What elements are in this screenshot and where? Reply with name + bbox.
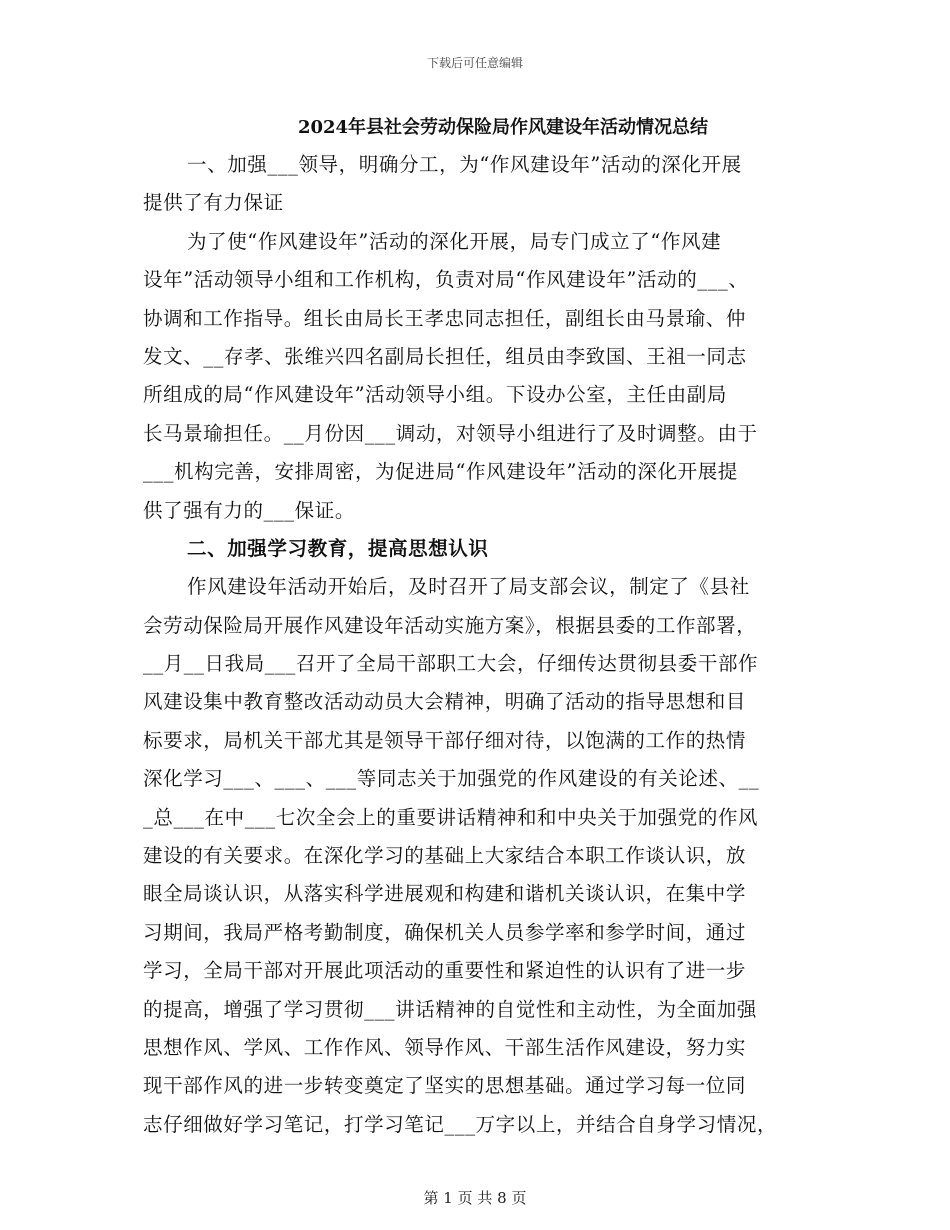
document-paragraphs	[143, 146, 823, 1144]
text-line: 所组成的局“作风建设年”活动领导小组。下设办公室，主任由副局	[143, 383, 727, 407]
text-line: 现干部作风的进一步转变奠定了坚实的思想基础。通过学习每一位同	[143, 1074, 747, 1098]
document-title: 2024年县社会劳动保险局作风建设年活动情况总结	[297, 117, 709, 138]
text-line: 提供了有力保证	[143, 191, 284, 215]
text-line: 长马景瑜担任。__月份因___调动，对领导小组进行了及时调整。由于	[143, 421, 758, 445]
text-line: 建设的有关要求。在深化学习的基础上大家结合本职工作谈认识，放	[143, 844, 747, 868]
text-line: 风建设集中教育整改活动动员大会精神，明确了活动的指导思想和目	[143, 690, 747, 714]
text-line: 志仔细做好学习笔记，打学习笔记___万字以上，并结合自身学习情况，	[143, 1112, 778, 1136]
text-line: 为了使“作风建设年”活动的深化开展，局专门成立了“作风建	[187, 229, 722, 253]
text-line: 设年”活动领导小组和工作机构，负责对局“作风建设年”活动的___、	[143, 268, 749, 292]
page-number: 第 1 页 共 8 页	[423, 1189, 527, 1207]
text-line: 协调和工作指导。组长由局长王孝忠同志担任，副组长由马景瑜、仲	[143, 306, 747, 330]
text-line: 一、加强___领导，明确分工，为“作风建设年”活动的深化开展	[187, 153, 742, 176]
text-line: 习期间，我局严格考勤制度，确保机关人员参学率和参学时间，通过	[143, 920, 747, 944]
text-line: 发文、__存孝、张维兴四名副局长担任，组员由李致国、王祖一同志	[143, 344, 747, 368]
document-body	[143, 110, 823, 1144]
page-header-note: 下载后可任意编辑	[426, 56, 523, 70]
text-line: ___机构完善，安排周密，为促进局“作风建设年”活动的深化开展提	[143, 460, 738, 484]
text-line: 标要求，局机关干部尤其是领导干部仔细对待，以饱满的工作的热情	[143, 728, 747, 752]
text-line: 的提高，增强了学习贯彻___讲话精神的自觉性和主动性，为全面加强	[143, 997, 757, 1021]
text-line: 会劳动保险局开展作风建设年活动实施方案》，根据县委的工作部署，	[143, 613, 757, 637]
text-line: _总___在中___七次全会上的重要讲话精神和和中央关于加强党的作风	[143, 805, 759, 829]
text-line: 深化学习___、___、___等同志关于加强党的作风建设的有关论述、__	[143, 767, 760, 791]
text-line: __月__日我局___召开了全局干部职工大会，仔细传达贯彻县委干部作	[143, 652, 759, 676]
section-heading: 二、加强学习教育，提高思想认识	[187, 536, 489, 560]
text-line: 作风建设年活动开始后，及时召开了局支部会议，制定了《县社	[187, 575, 750, 599]
text-line: 思想作风、学风、工作作风、领导作风、干部生活作风建设，努力实	[143, 1035, 747, 1059]
text-line: 眼全局谈认识，从落实科学进展观和构建和谐机关谈认识，在集中学	[143, 882, 747, 906]
text-line: 学习，全局干部对开展此项活动的重要性和紧迫性的认识有了进一步	[143, 959, 747, 983]
text-line: 供了强有力的___保证。	[143, 498, 355, 522]
